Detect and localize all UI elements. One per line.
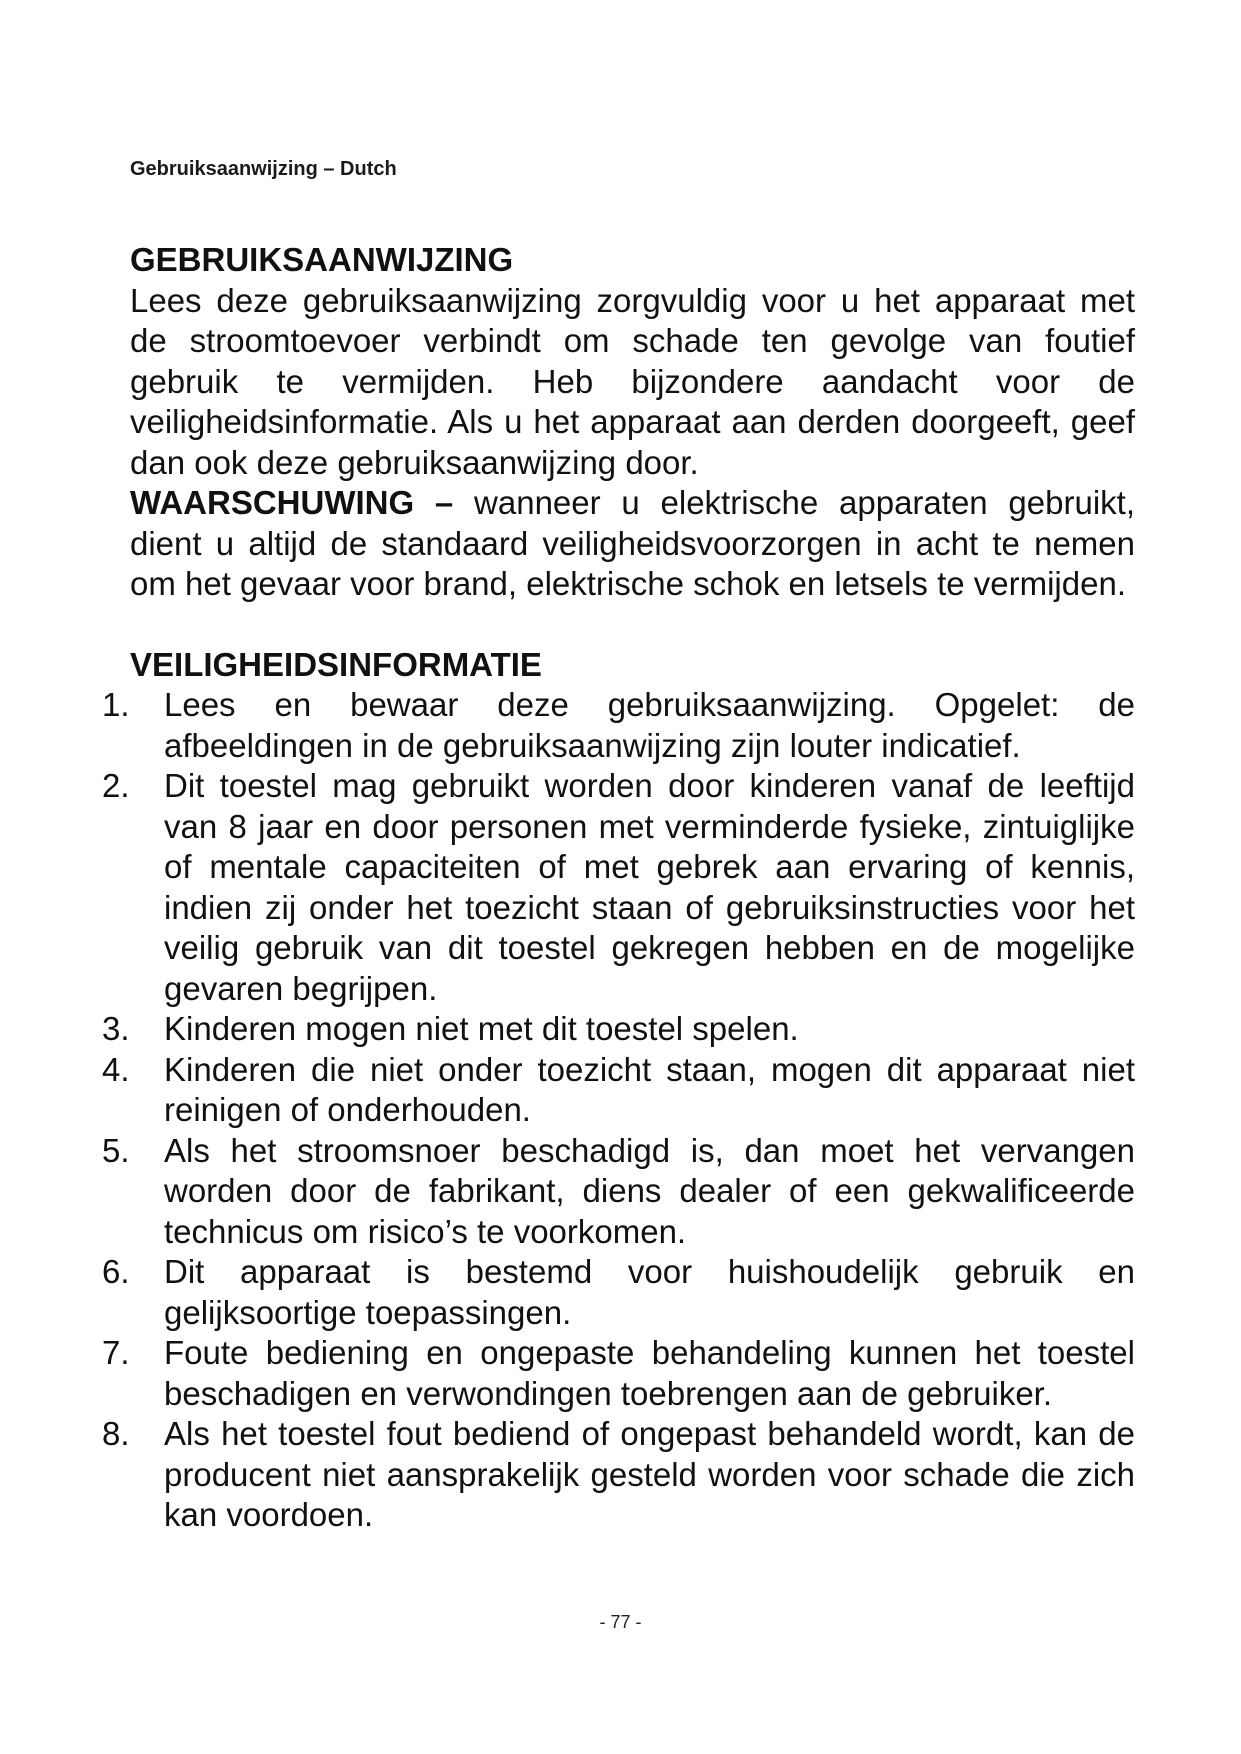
running-header: Gebruiksaanwijzing – Dutch xyxy=(130,158,397,180)
list-item xyxy=(102,1252,1135,1333)
list-item xyxy=(102,1131,1135,1253)
safety-heading: VEILIGHEIDSINFORMATIE xyxy=(130,645,542,683)
warning-paragraph xyxy=(130,483,1135,605)
list-item-text: Dit toestel mag gebruikt worden door kinderen vanaf de leeftijd van 8 jaar en door personen met verminderde fysieke, zintuiglijke of mentale capaciteiten of met gebrek aan ervaring of kennis, indien zij onder het toezicht staan of gebruiksinstructies voor het veilig gebruik van dit toestel gekregen hebben en de mogelijke gevaren begrijpen. xyxy=(164,767,1135,1007)
list-item xyxy=(102,1414,1135,1536)
manual-heading: GEBRUIKSAANWIJZING xyxy=(130,241,514,278)
intro-paragraph: Lees deze gebruiksaanwijzing zorgvuldig voor u het apparaat met de stroomtoevoer verbindt om schade ten gevolge van foutief gebruik te vermijden. Heb bijzondere aandacht voor de veiligheidsinformatie. Als u het apparaat aan derden doorgeeft, geef dan ook deze gebruiksaanwijzing door. xyxy=(130,281,1135,481)
list-item xyxy=(102,1009,1135,1050)
list-item xyxy=(102,1050,1135,1131)
list-item-text: Als het toestel fout bediend of ongepast behandeld wordt, kan de producent niet aansprakelijk gesteld worden voor schade die zich kan voordoen. xyxy=(164,1415,1135,1533)
list-item-text: Foute bediening en ongepaste behandeling kunnen het toestel beschadigen en verwondingen toebrengen aan de gebruiker. xyxy=(164,1334,1135,1412)
list-item xyxy=(102,766,1135,1009)
list-item-number: 5. xyxy=(102,1131,130,1169)
list-item-number: 6. xyxy=(102,1253,130,1290)
page-content xyxy=(102,240,1135,1536)
list-item xyxy=(102,1333,1135,1414)
page-number: - 77 - xyxy=(599,1612,642,1632)
safety-list xyxy=(102,685,1135,1536)
list-item-text: Lees en bewaar deze gebruiksaanwijzing. Opgelet: de afbeeldingen in de gebruiksaanwijzing zijn louter indicatief. xyxy=(164,686,1135,764)
list-item-number: 4. xyxy=(102,1050,130,1088)
list-item-text: Als het stroomsnoer beschadigd is, dan moet het vervangen worden door de fabrikant, diens dealer of een gekwalificeerde technicus om risico’s te voorkomen. xyxy=(164,1131,1135,1250)
warning-label: WAARSCHUWING – xyxy=(130,484,454,521)
list-item xyxy=(102,685,1135,766)
list-item-number: 2. xyxy=(102,767,130,804)
list-item-number: 7. xyxy=(102,1334,130,1371)
list-item-text: Dit apparaat is bestemd voor huishoudelijk gebruik en gelijksoortige toepassingen. xyxy=(164,1253,1135,1331)
list-item-number: 8. xyxy=(102,1415,130,1452)
list-item-text: Kinderen die niet onder toezicht staan, mogen dit apparaat niet reinigen of onderhouden. xyxy=(164,1050,1135,1128)
list-item-number: 1. xyxy=(102,686,130,723)
list-item-number: 3. xyxy=(102,1010,130,1047)
section-spacer xyxy=(130,605,1135,645)
warning-text: wanneer u elektrische apparaten gebruikt, dient u altijd de standaard veiligheidsvoorzorgen in acht te nemen om het gevaar voor brand, elektrische schok en letsels te vermijden. xyxy=(130,484,1135,602)
list-item-text: Kinderen mogen niet met dit toestel spelen. xyxy=(164,1010,799,1047)
